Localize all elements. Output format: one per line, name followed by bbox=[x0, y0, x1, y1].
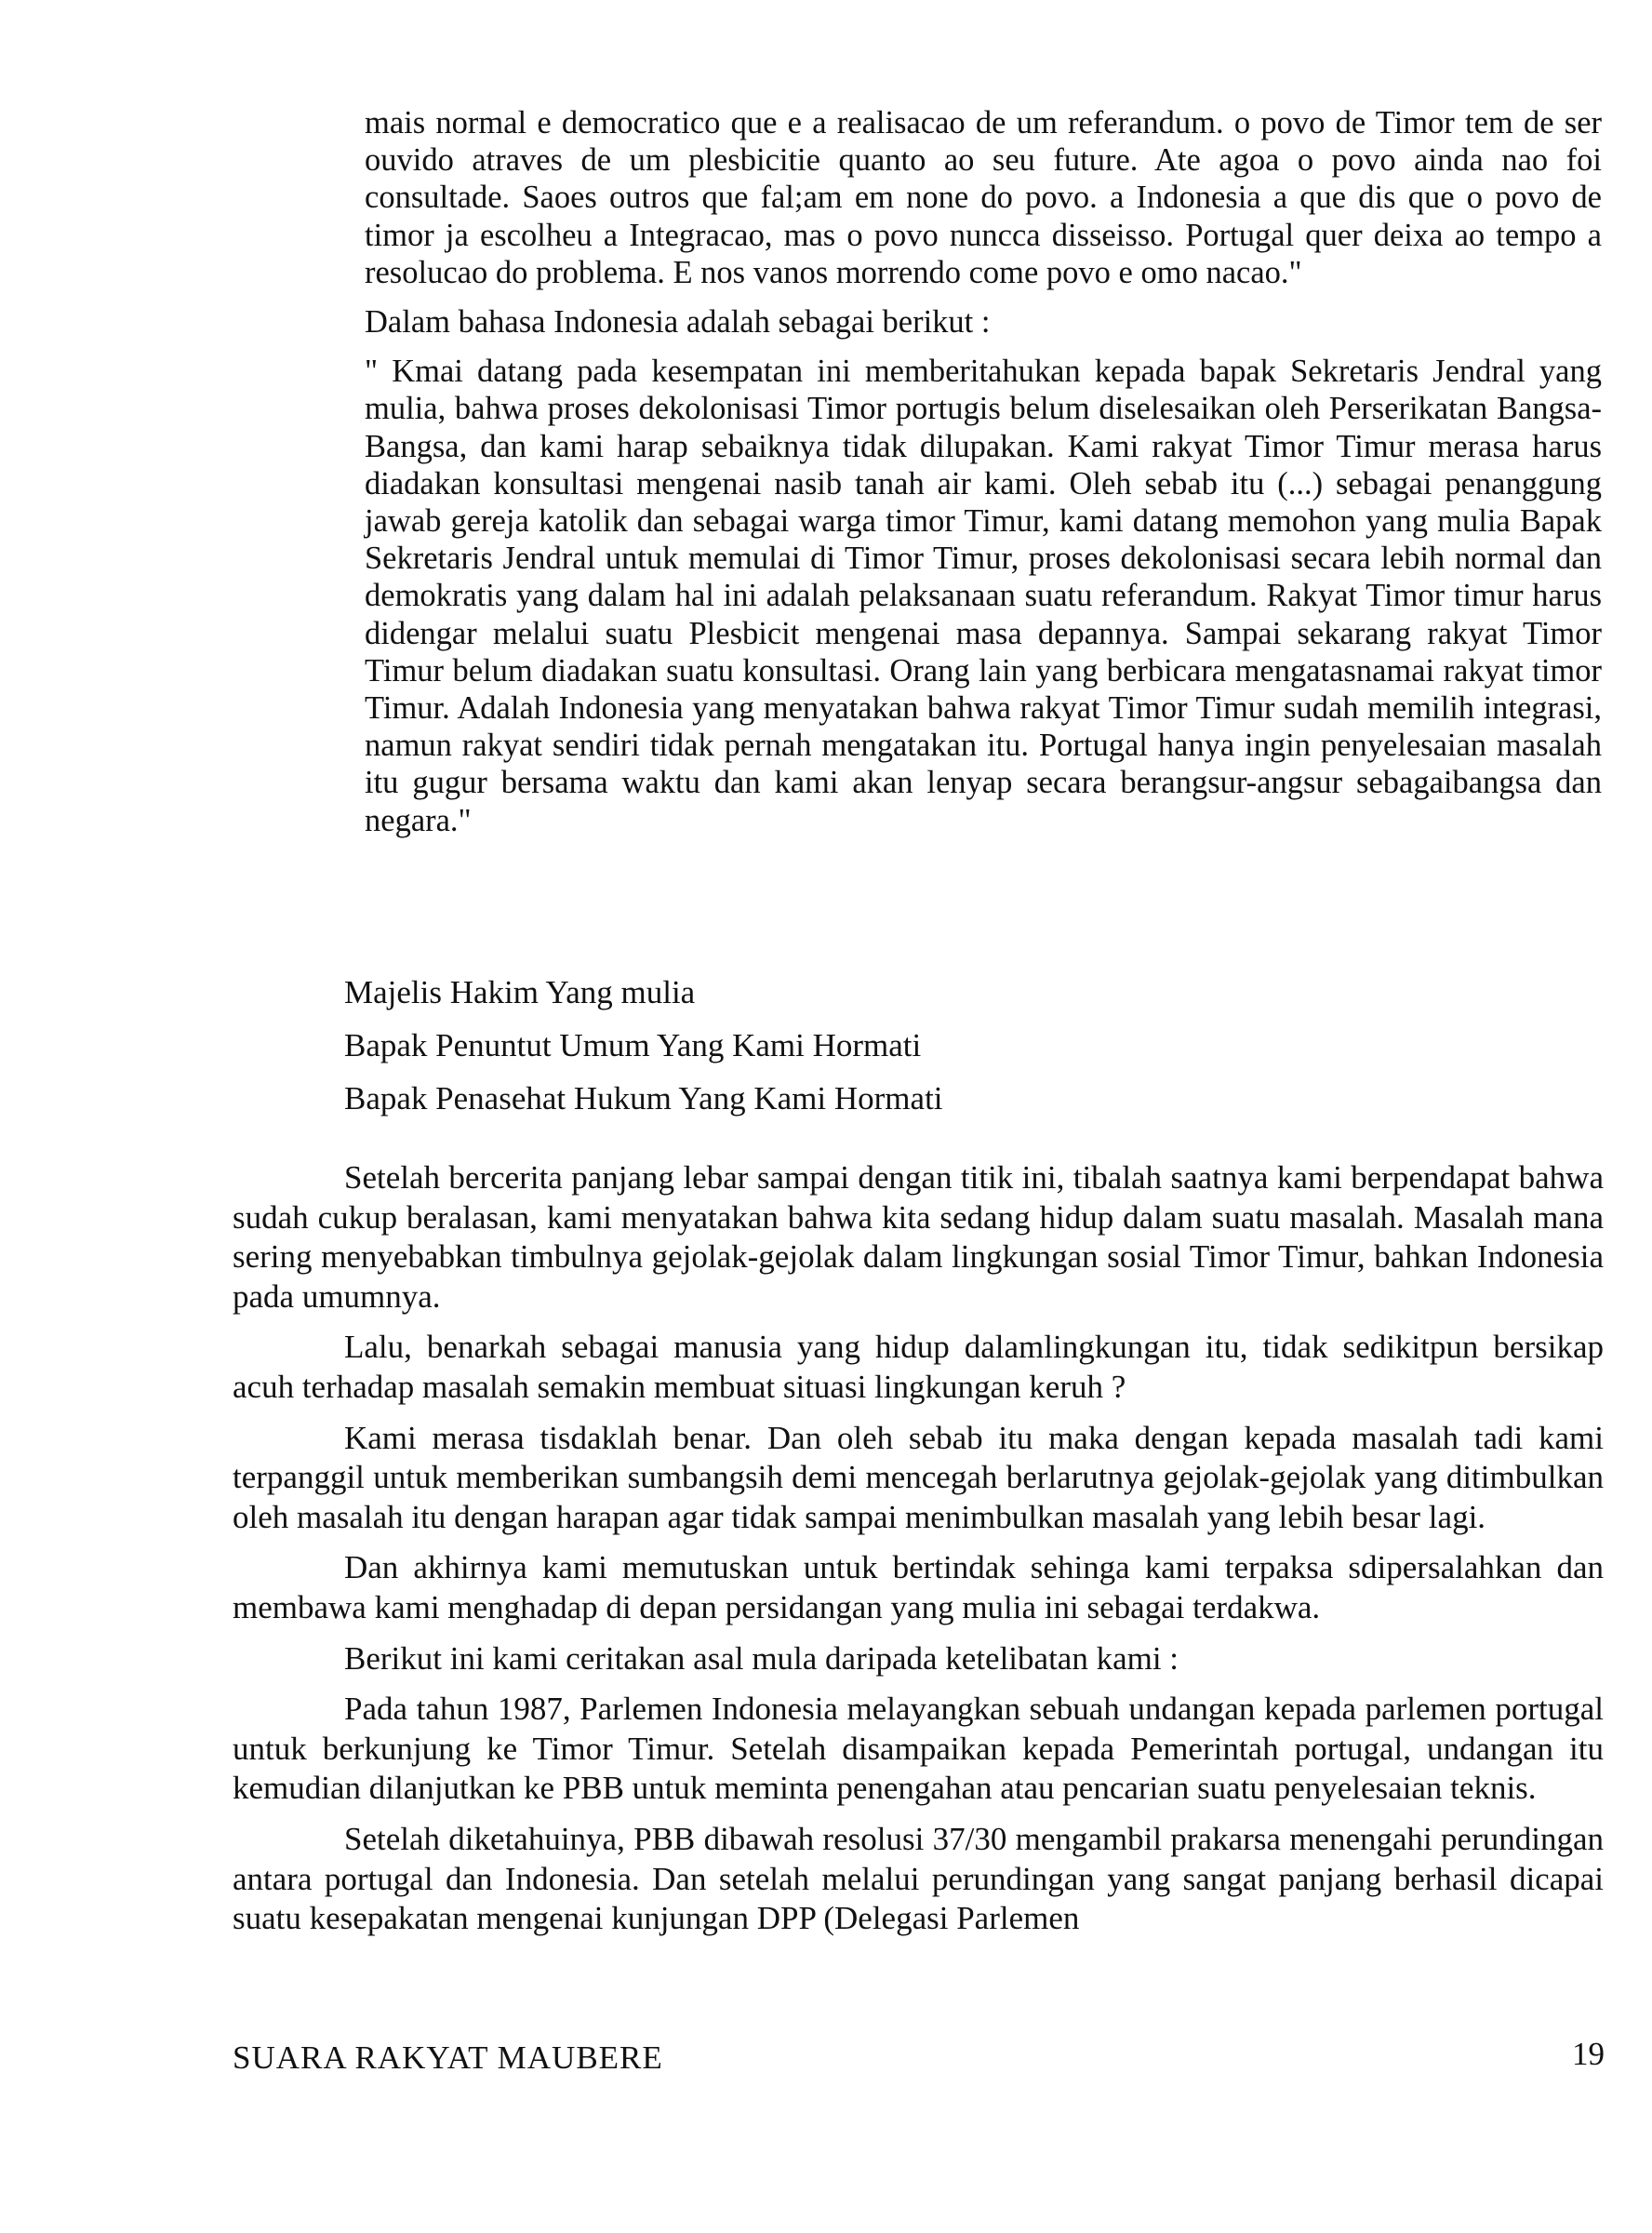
quotation-block bbox=[365, 104, 1602, 839]
body-text bbox=[233, 1158, 1604, 1950]
address-line: Bapak Penasehat Hukum Yang Kami Hormati bbox=[344, 1080, 943, 1116]
translation-intro: Dalam bahasa Indonesia adalah sebagai berikut : bbox=[365, 304, 991, 341]
body-paragraph: Kami merasa tisdaklah benar. Dan oleh sebab itu maka dengan kepada masalah tadi kami terpanggil untuk memberikan sumbangsih demi mencegah berlarutnya gejolak-gejolak yang ditimbulkan oleh masalah itu dengan harapan agar tidak sampai menimbulkan masalah yang lebih besar lagi. bbox=[233, 1419, 1604, 1535]
body-paragraph: Pada tahun 1987, Parlemen Indonesia melayangkan sebuah undangan kepada parlemen portugal untuk berkunjung ke Timor Timur. Setelah disampaikan kepada Pemerintah portugal, undangan itu kemudian dilanjutkan ke PBB untuk meminta penengahan atau pencarian suatu penyelesaian teknis. bbox=[233, 1691, 1604, 1807]
footer-publication-title: SUARA RAKYAT MAUBERE bbox=[233, 2039, 663, 2076]
body-paragraph: Setelah diketahuinya, PBB dibawah resolusi 37/30 mengambil prakarsa menengahi perundingan antara portugal dan Indonesia. Dan setelah melalui perundingan yang sangat panjang berhasil dicapai suatu kesepakatan mengenai kunjungan DPP (Delegasi Parlemen bbox=[233, 1820, 1604, 1937]
page-number: 19 bbox=[1572, 2036, 1605, 2072]
indonesian-translation: " Kmai datang pada kesempatan ini memberitahukan kepada bapak Sekretaris Jendral yang mulia, bahwa proses dekolonisasi Timor portugis belum diselesaikan oleh Perserikatan Bangsa-Bangsa, dan kami harap sebaiknya tidak dilupakan. Kami rakyat Timor Timur merasa harus diadakan konsultasi mengenai nasib tanah air kami. Oleh sebab itu (...) sebagai penanggung jawab gereja katolik dan sebagai warga timor Timur, kami datang memohon yang mulia Bapak Sekretaris Jendral untuk memulai di Timor Timur, proses dekolonisasi secara lebih normal dan demokratis yang dalam hal ini adalah pelaksanaan suatu referandum. Rakyat Timor timur harus didengar melalui suatu Plesbicit mengenai masa depannya. Sampai sekarang rakyat Timor Timur belum diadakan suatu konsultasi. Orang lain yang berbicara mengatasnamai rakyat timor Timur. Adalah Indonesia yang menyatakan bahwa rakyat Timor Timur sudah memilih integrasi, namun rakyat sendiri tidak pernah mengatakan itu. Portugal hanya ingin penyelesaian masalah itu gugur bersama waktu dan kami akan lenyap secara berangsur-angsur sebagaibangsa dan negara." bbox=[365, 354, 1602, 838]
body-paragraph: Dan akhirnya kami memutuskan untuk bertindak sehinga kami terpaksa sdipersalahkan dan membawa kami menghadap di depan persidangan yang mulia ini sebagai terdakwa. bbox=[233, 1549, 1604, 1625]
body-paragraph: Berikut ini kami ceritakan asal mula daripada ketelibatan kami : bbox=[344, 1639, 1179, 1677]
address-line: Majelis Hakim Yang mulia bbox=[344, 974, 696, 1010]
address-salutation bbox=[344, 966, 943, 1125]
body-paragraph: Setelah bercerita panjang lebar sampai dengan titik ini, tibalah saatnya kami berpendapat bahwa sudah cukup beralasan, kami menyatakan bahwa kita sedang hidup dalam suatu masalah. Masalah mana sering menyebabkan timbulnya gejolak-gejolak dalam lingkungan sosial Timor Timur, bahkan Indonesia pada umumnya. bbox=[233, 1159, 1604, 1315]
address-line: Bapak Penuntut Umum Yang Kami Hormati bbox=[344, 1027, 922, 1063]
body-paragraph: Lalu, benarkah sebagai manusia yang hidup dalamlingkungan itu, tidak sedikitpun bersikap acuh terhadap masalah semakin membuat situasi lingkungan keruh ? bbox=[233, 1329, 1604, 1405]
portuguese-quote-tail: mais normal e democratico que e a realisacao de um referandum. o povo de Timor tem de ser ouvido atraves de um plesbicitie quanto ao seu future. Ate agoa o povo ainda nao foi consultade. Saoes outros que fal;am em none do povo. a Indonesia a que dis que o povo de timor ja escolheu a Integracao, mas o povo nuncca disseisso. Portugal quer deixa ao tempo a resolucao do problema. E nos vanos morrendo come povo e omo nacao." bbox=[365, 105, 1602, 290]
